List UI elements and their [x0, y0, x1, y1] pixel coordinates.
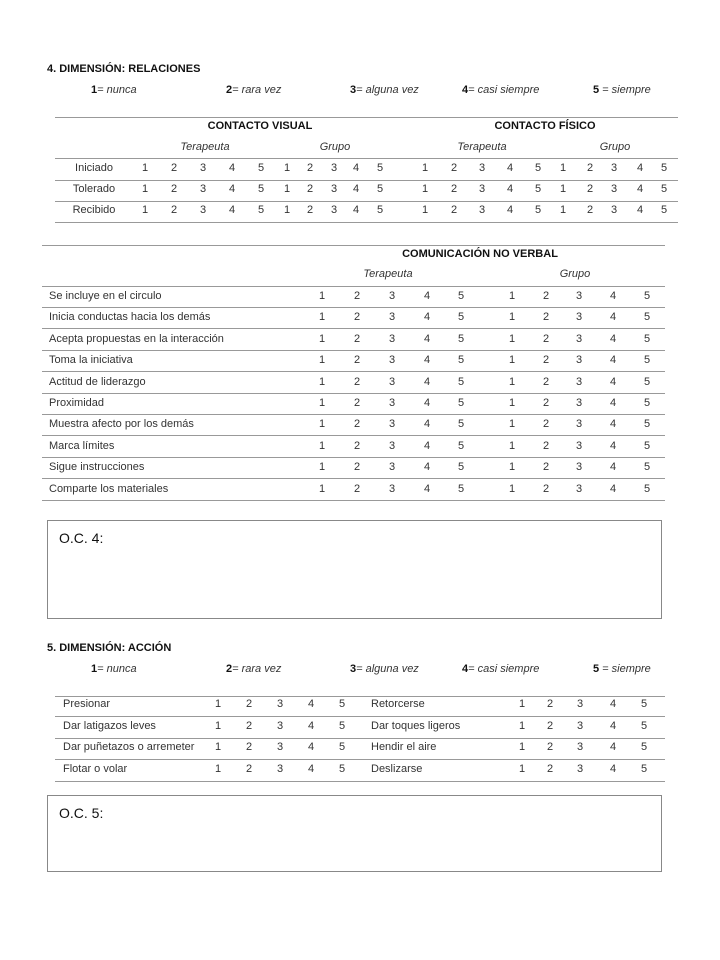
- rating-option[interactable]: 3: [388, 311, 396, 323]
- rating-option[interactable]: 2: [353, 483, 361, 495]
- table-rule: [55, 117, 678, 118]
- rating-option[interactable]: 4: [423, 483, 431, 495]
- rating-option[interactable]: 2: [586, 162, 594, 174]
- rating-option[interactable]: 3: [575, 311, 583, 323]
- row-label-right: Deslizarse: [371, 763, 423, 775]
- table-rule: [55, 716, 665, 717]
- row-label: Marca límites: [49, 440, 115, 452]
- row-label: Actitud de liderazgo: [49, 376, 146, 388]
- rating-option[interactable]: 2: [450, 162, 458, 174]
- rating-option[interactable]: 4: [636, 183, 644, 195]
- row-label: Comparte los materiales: [49, 483, 169, 495]
- rating-option[interactable]: 3: [388, 418, 396, 430]
- rating-option[interactable]: 4: [506, 162, 514, 174]
- rating-option[interactable]: 5: [643, 333, 651, 345]
- rating-option[interactable]: 3: [575, 354, 583, 366]
- subheader-group: Grupo: [319, 141, 351, 153]
- rating-option[interactable]: 3: [276, 720, 284, 732]
- section-4-title: 4. DIMENSIÓN: RELACIONES: [47, 63, 201, 75]
- rating-option[interactable]: 3: [388, 440, 396, 452]
- subheader-therapist: Terapeuta: [457, 141, 507, 153]
- scale-item-4: 4= casi siempre: [462, 84, 540, 96]
- rating-option[interactable]: 1: [318, 376, 326, 388]
- rating-option[interactable]: 2: [450, 204, 458, 216]
- row-label-left: Dar puñetazos o arremeter: [63, 741, 195, 753]
- table-rule: [42, 371, 665, 372]
- rating-option[interactable]: 2: [450, 183, 458, 195]
- section-5-title: 5. DIMENSIÓN: ACCIÓN: [47, 642, 172, 654]
- rating-option[interactable]: 1: [214, 698, 222, 710]
- table-rule: [42, 307, 665, 308]
- scale-item-2: 2= rara vez: [226, 84, 282, 96]
- rating-option[interactable]: 2: [586, 183, 594, 195]
- table-rule: [42, 393, 665, 394]
- rating-option[interactable]: 1: [421, 183, 429, 195]
- scale-item-1: 1= nunca: [91, 663, 137, 675]
- rating-option[interactable]: 4: [609, 333, 617, 345]
- row-label: Sigue instrucciones: [49, 461, 145, 473]
- scale-item-1: 1= nunca: [91, 84, 137, 96]
- rating-option[interactable]: 3: [388, 397, 396, 409]
- subheader-therapist: Terapeuta: [180, 141, 230, 153]
- row-label: Toma la iniciativa: [49, 354, 133, 366]
- rating-option[interactable]: 3: [330, 204, 338, 216]
- scale-item-5: 5 = siempre: [593, 84, 651, 96]
- rating-option[interactable]: 4: [609, 397, 617, 409]
- rating-option[interactable]: 5: [257, 162, 265, 174]
- row-label: Recibido: [72, 204, 116, 216]
- rating-option[interactable]: 1: [283, 204, 291, 216]
- rating-option[interactable]: 5: [534, 183, 542, 195]
- rating-option[interactable]: 3: [610, 162, 618, 174]
- rating-option[interactable]: 1: [518, 720, 526, 732]
- rating-option[interactable]: 3: [576, 741, 584, 753]
- rating-option[interactable]: 5: [457, 461, 465, 473]
- rating-option[interactable]: 5: [534, 162, 542, 174]
- rating-option[interactable]: 5: [640, 720, 648, 732]
- rating-option[interactable]: 4: [307, 741, 315, 753]
- rating-option[interactable]: 4: [636, 162, 644, 174]
- rating-option[interactable]: 1: [318, 354, 326, 366]
- rating-option[interactable]: 2: [245, 698, 253, 710]
- rating-option[interactable]: 3: [276, 763, 284, 775]
- observation-box-4[interactable]: [47, 520, 662, 619]
- rating-option[interactable]: 3: [575, 376, 583, 388]
- rating-option[interactable]: 1: [508, 418, 516, 430]
- rating-option[interactable]: 5: [457, 311, 465, 323]
- rating-option[interactable]: 1: [318, 418, 326, 430]
- rating-option[interactable]: 1: [508, 376, 516, 388]
- rating-option[interactable]: 3: [388, 461, 396, 473]
- rating-option[interactable]: 1: [318, 290, 326, 302]
- rating-option[interactable]: 3: [330, 183, 338, 195]
- rating-option[interactable]: 3: [575, 333, 583, 345]
- rating-option[interactable]: 4: [352, 162, 360, 174]
- rating-option[interactable]: 4: [423, 397, 431, 409]
- rating-option[interactable]: 3: [388, 483, 396, 495]
- rating-option[interactable]: 5: [660, 204, 668, 216]
- group-header-visual: CONTACTO VISUAL: [207, 120, 313, 132]
- scale-item-4: 4= casi siempre: [462, 663, 540, 675]
- rating-option[interactable]: 2: [245, 720, 253, 732]
- rating-option[interactable]: 1: [318, 311, 326, 323]
- rating-option[interactable]: 1: [508, 333, 516, 345]
- rating-option[interactable]: 2: [546, 741, 554, 753]
- table-rule: [55, 201, 678, 202]
- row-label-left: Flotar o volar: [63, 763, 128, 775]
- row-label: Proximidad: [49, 397, 105, 409]
- rating-option[interactable]: 1: [508, 354, 516, 366]
- table-rule: [55, 158, 678, 159]
- rating-option[interactable]: 5: [376, 183, 384, 195]
- rating-option[interactable]: 5: [457, 354, 465, 366]
- rating-option[interactable]: 5: [338, 720, 346, 732]
- rating-option[interactable]: 3: [610, 204, 618, 216]
- rating-option[interactable]: 5: [338, 698, 346, 710]
- rating-option[interactable]: 4: [609, 741, 617, 753]
- rating-option[interactable]: 2: [306, 183, 314, 195]
- rating-option[interactable]: 2: [546, 763, 554, 775]
- rating-option[interactable]: 5: [660, 162, 668, 174]
- rating-option[interactable]: 5: [643, 354, 651, 366]
- rating-option[interactable]: 1: [508, 311, 516, 323]
- rating-option[interactable]: 3: [478, 204, 486, 216]
- rating-option[interactable]: 2: [353, 333, 361, 345]
- scale-item-5: 5 = siempre: [593, 663, 651, 675]
- table-rule: [55, 696, 665, 697]
- rating-option[interactable]: 4: [423, 333, 431, 345]
- rating-option[interactable]: 3: [199, 162, 207, 174]
- rating-option[interactable]: 3: [576, 763, 584, 775]
- table-rule: [55, 759, 665, 760]
- rating-option[interactable]: 4: [307, 763, 315, 775]
- rating-option[interactable]: 5: [643, 483, 651, 495]
- rating-option[interactable]: 2: [353, 397, 361, 409]
- rating-option[interactable]: 3: [388, 354, 396, 366]
- rating-option[interactable]: 2: [353, 290, 361, 302]
- observation-label: O.C. 5:: [59, 805, 104, 821]
- rating-option[interactable]: 5: [643, 418, 651, 430]
- row-label: Acepta propuestas en la interacción: [49, 333, 224, 345]
- rating-option[interactable]: 5: [457, 397, 465, 409]
- rating-option[interactable]: 2: [542, 290, 550, 302]
- rating-option[interactable]: 5: [534, 204, 542, 216]
- table-rule: [42, 350, 665, 351]
- rating-option[interactable]: 5: [660, 183, 668, 195]
- rating-option[interactable]: 4: [609, 311, 617, 323]
- rating-option[interactable]: 5: [257, 183, 265, 195]
- rating-option[interactable]: 1: [508, 290, 516, 302]
- rating-option[interactable]: 5: [640, 698, 648, 710]
- rating-option[interactable]: 4: [609, 698, 617, 710]
- scale-item-3: 3= alguna vez: [350, 663, 419, 675]
- rating-option[interactable]: 4: [609, 354, 617, 366]
- rating-option[interactable]: 3: [575, 397, 583, 409]
- rating-option[interactable]: 4: [609, 376, 617, 388]
- rating-option[interactable]: 5: [457, 333, 465, 345]
- row-label-right: Hendir el aire: [371, 741, 437, 753]
- table-rule: [55, 180, 678, 181]
- table-rule: [42, 435, 665, 436]
- rating-option[interactable]: 2: [546, 698, 554, 710]
- rating-option[interactable]: 2: [542, 333, 550, 345]
- rating-option[interactable]: 1: [318, 461, 326, 473]
- group-header-nonverbal: COMUNICACIÓN NO VERBAL: [402, 248, 558, 260]
- table-rule: [55, 781, 665, 782]
- rating-option[interactable]: 3: [388, 333, 396, 345]
- rating-option[interactable]: 3: [575, 440, 583, 452]
- rating-option[interactable]: 2: [353, 461, 361, 473]
- rating-option[interactable]: 2: [546, 720, 554, 732]
- rating-option[interactable]: 4: [609, 290, 617, 302]
- rating-option[interactable]: 3: [388, 290, 396, 302]
- rating-option[interactable]: 2: [542, 311, 550, 323]
- rating-option[interactable]: 4: [423, 461, 431, 473]
- table-rule: [42, 478, 665, 479]
- row-label: Muestra afecto por los demás: [49, 418, 194, 430]
- rating-option[interactable]: 2: [245, 763, 253, 775]
- row-label-left: Presionar: [63, 698, 111, 710]
- rating-option[interactable]: 1: [214, 741, 222, 753]
- rating-option[interactable]: 2: [245, 741, 253, 753]
- rating-option[interactable]: 5: [643, 311, 651, 323]
- rating-option[interactable]: 2: [306, 204, 314, 216]
- rating-option[interactable]: 3: [576, 720, 584, 732]
- rating-option[interactable]: 5: [457, 376, 465, 388]
- rating-option[interactable]: 2: [586, 204, 594, 216]
- row-label: Iniciado: [75, 162, 113, 174]
- rating-option[interactable]: 5: [457, 440, 465, 452]
- rating-option[interactable]: 2: [170, 162, 178, 174]
- rating-option[interactable]: 3: [388, 376, 396, 388]
- table-rule: [55, 738, 665, 739]
- rating-option[interactable]: 1: [518, 741, 526, 753]
- rating-option[interactable]: 4: [506, 204, 514, 216]
- rating-option[interactable]: 2: [353, 418, 361, 430]
- rating-option[interactable]: 3: [330, 162, 338, 174]
- rating-option[interactable]: 2: [542, 483, 550, 495]
- rating-option[interactable]: 1: [318, 440, 326, 452]
- rating-option[interactable]: 1: [318, 397, 326, 409]
- rating-option[interactable]: 5: [640, 763, 648, 775]
- table-rule: [42, 328, 665, 329]
- rating-option[interactable]: 5: [643, 440, 651, 452]
- rating-option[interactable]: 5: [643, 290, 651, 302]
- rating-option[interactable]: 1: [508, 440, 516, 452]
- row-label: Tolerado: [72, 183, 116, 195]
- rating-option[interactable]: 5: [338, 741, 346, 753]
- rating-option[interactable]: 2: [353, 354, 361, 366]
- rating-option[interactable]: 1: [283, 183, 291, 195]
- rating-option[interactable]: 2: [542, 397, 550, 409]
- rating-option[interactable]: 4: [423, 440, 431, 452]
- subheader-group: Grupo: [559, 268, 591, 280]
- row-label-right: Dar toques ligeros: [371, 720, 461, 732]
- rating-option[interactable]: 2: [353, 311, 361, 323]
- rating-option[interactable]: 3: [575, 418, 583, 430]
- rating-option[interactable]: 5: [457, 290, 465, 302]
- rating-option[interactable]: 1: [283, 162, 291, 174]
- rating-option[interactable]: 3: [199, 183, 207, 195]
- rating-option[interactable]: 2: [542, 418, 550, 430]
- rating-option[interactable]: 5: [257, 204, 265, 216]
- rating-option[interactable]: 3: [575, 290, 583, 302]
- rating-option[interactable]: 1: [214, 720, 222, 732]
- rating-option[interactable]: 1: [508, 483, 516, 495]
- rating-option[interactable]: 5: [643, 461, 651, 473]
- rating-option[interactable]: 2: [170, 204, 178, 216]
- rating-option[interactable]: 3: [610, 183, 618, 195]
- row-label: Inicia conductas hacia los demás: [49, 311, 211, 323]
- rating-option[interactable]: 2: [542, 461, 550, 473]
- rating-option[interactable]: 4: [228, 183, 236, 195]
- rating-option[interactable]: 2: [170, 183, 178, 195]
- row-label: Se incluye en el circulo: [49, 290, 162, 302]
- subheader-therapist: Terapeuta: [363, 268, 413, 280]
- rating-option[interactable]: 4: [609, 418, 617, 430]
- rating-option[interactable]: 4: [423, 418, 431, 430]
- rating-option[interactable]: 4: [609, 720, 617, 732]
- rating-option[interactable]: 1: [559, 162, 567, 174]
- rating-option[interactable]: 4: [609, 483, 617, 495]
- rating-option[interactable]: 1: [318, 483, 326, 495]
- table-rule: [42, 414, 665, 415]
- rating-option[interactable]: 1: [214, 763, 222, 775]
- rating-option[interactable]: 4: [423, 290, 431, 302]
- rating-option[interactable]: 4: [423, 354, 431, 366]
- rating-option[interactable]: 4: [506, 183, 514, 195]
- rating-option[interactable]: 5: [457, 483, 465, 495]
- rating-option[interactable]: 3: [576, 698, 584, 710]
- rating-option[interactable]: 4: [307, 698, 315, 710]
- rating-option[interactable]: 5: [376, 204, 384, 216]
- rating-option[interactable]: 4: [228, 204, 236, 216]
- scale-item-3: 3= alguna vez: [350, 84, 419, 96]
- observation-box-5[interactable]: [47, 795, 662, 872]
- rating-option[interactable]: 5: [376, 162, 384, 174]
- rating-option[interactable]: 1: [421, 162, 429, 174]
- rating-option[interactable]: 4: [228, 162, 236, 174]
- rating-option[interactable]: 4: [352, 183, 360, 195]
- rating-option[interactable]: 4: [636, 204, 644, 216]
- rating-option[interactable]: 2: [353, 440, 361, 452]
- rating-option[interactable]: 5: [643, 397, 651, 409]
- row-label-left: Dar latigazos leves: [63, 720, 156, 732]
- rating-option[interactable]: 2: [542, 376, 550, 388]
- rating-option[interactable]: 2: [353, 376, 361, 388]
- row-label-right: Retorcerse: [371, 698, 425, 710]
- rating-option[interactable]: 4: [609, 461, 617, 473]
- rating-option[interactable]: 5: [457, 418, 465, 430]
- rating-option[interactable]: 1: [318, 333, 326, 345]
- group-header-physical: CONTACTO FÍSICO: [494, 120, 596, 132]
- table-rule: [42, 286, 665, 287]
- rating-option[interactable]: 1: [421, 204, 429, 216]
- rating-option[interactable]: 1: [141, 183, 149, 195]
- table-rule: [55, 222, 678, 223]
- rating-option[interactable]: 1: [141, 204, 149, 216]
- rating-option[interactable]: 1: [141, 162, 149, 174]
- rating-option[interactable]: 2: [306, 162, 314, 174]
- scale-item-2: 2= rara vez: [226, 663, 282, 675]
- rating-option[interactable]: 5: [338, 763, 346, 775]
- rating-option[interactable]: 4: [307, 720, 315, 732]
- table-rule: [42, 500, 665, 501]
- rating-option[interactable]: 3: [478, 162, 486, 174]
- rating-option[interactable]: 4: [609, 763, 617, 775]
- rating-option[interactable]: 1: [518, 698, 526, 710]
- rating-option[interactable]: 5: [640, 741, 648, 753]
- rating-option[interactable]: 1: [559, 183, 567, 195]
- rating-option[interactable]: 2: [542, 440, 550, 452]
- rating-option[interactable]: 3: [276, 741, 284, 753]
- rating-option[interactable]: 2: [542, 354, 550, 366]
- rating-option[interactable]: 3: [478, 183, 486, 195]
- rating-option[interactable]: 4: [609, 440, 617, 452]
- rating-option[interactable]: 5: [643, 376, 651, 388]
- rating-option[interactable]: 1: [508, 461, 516, 473]
- rating-option[interactable]: 3: [199, 204, 207, 216]
- rating-option[interactable]: 3: [575, 483, 583, 495]
- rating-option[interactable]: 4: [423, 376, 431, 388]
- observation-label: O.C. 4:: [59, 530, 104, 546]
- table-rule: [42, 457, 665, 458]
- rating-option[interactable]: 3: [276, 698, 284, 710]
- rating-option[interactable]: 1: [559, 204, 567, 216]
- subheader-group: Grupo: [599, 141, 631, 153]
- rating-option[interactable]: 3: [575, 461, 583, 473]
- rating-option[interactable]: 1: [518, 763, 526, 775]
- rating-option[interactable]: 4: [352, 204, 360, 216]
- table-rule: [42, 245, 665, 246]
- rating-option[interactable]: 1: [508, 397, 516, 409]
- rating-option[interactable]: 4: [423, 311, 431, 323]
